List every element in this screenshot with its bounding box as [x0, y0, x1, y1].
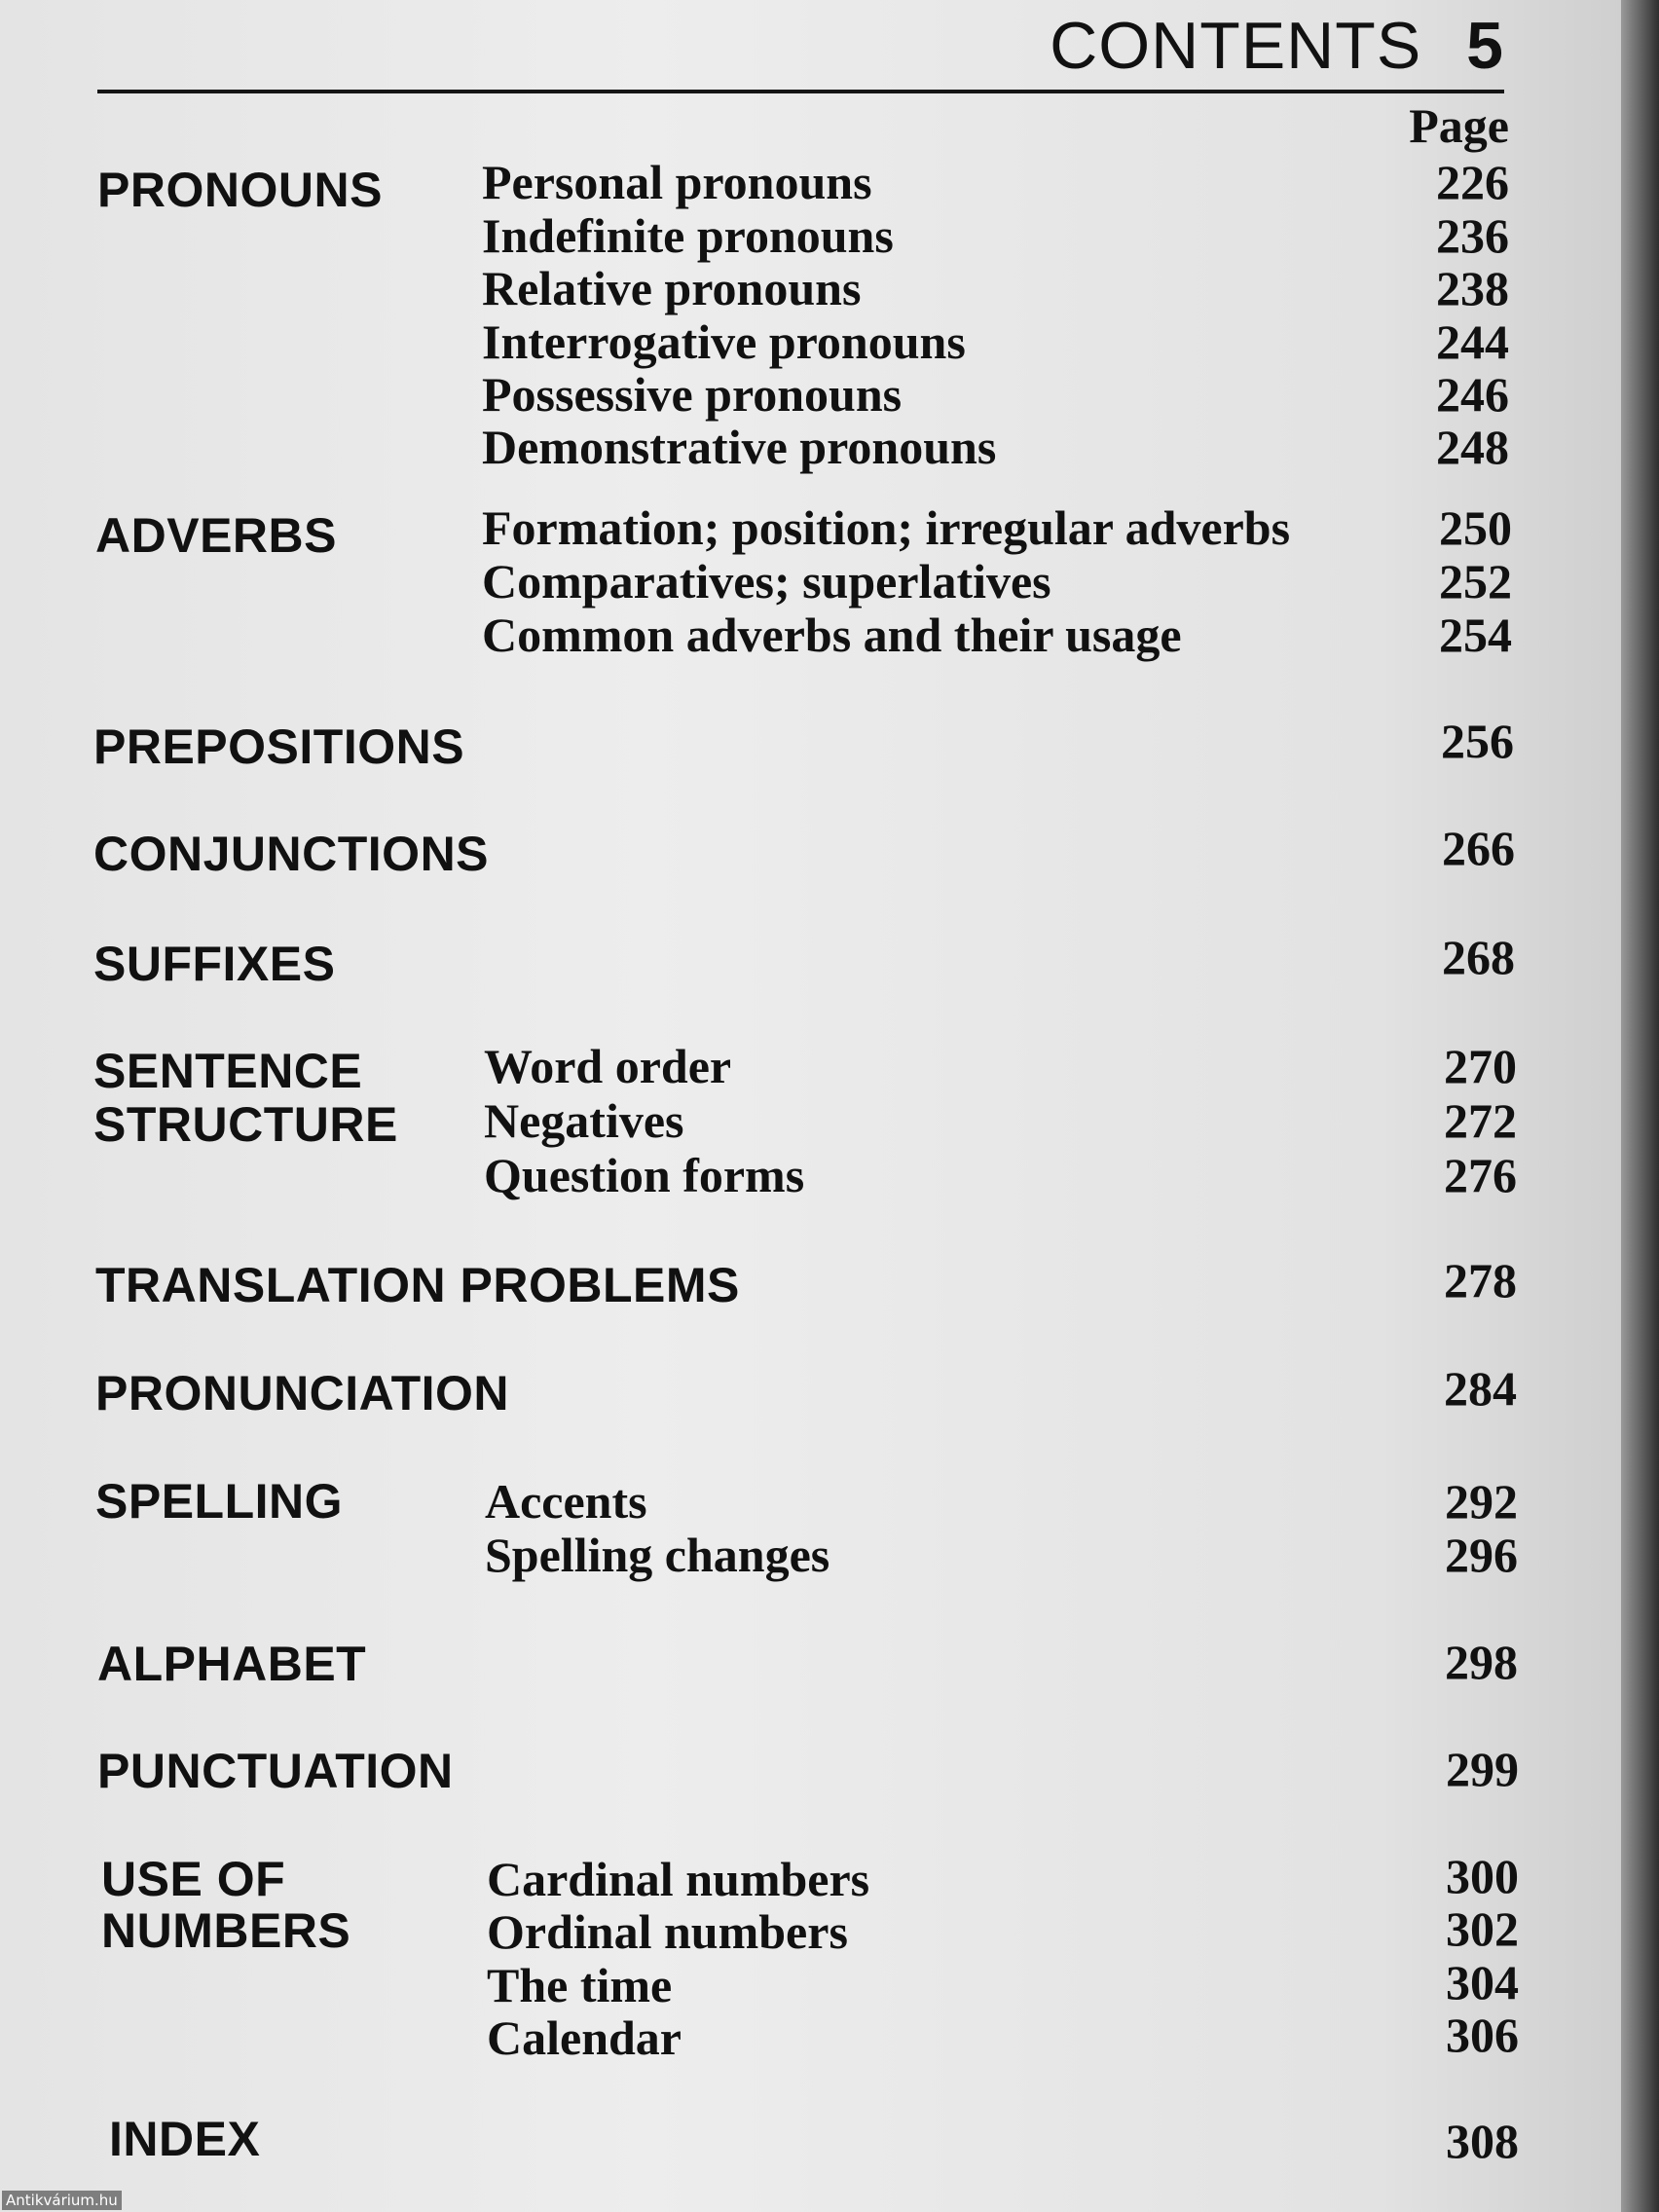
toc-entry: Spelling changes [485, 1528, 830, 1582]
toc-entry-page: 304 [1446, 1955, 1519, 2009]
page-header [0, 0, 1504, 88]
toc-entry: Comparatives; superlatives [482, 554, 1051, 608]
toc-entry-page: 244 [1436, 314, 1509, 369]
section-page: 284 [1444, 1361, 1517, 1416]
toc-entry: Negatives [484, 1093, 684, 1148]
page-column-label: Page [1409, 98, 1509, 153]
toc-entry: Calendar [487, 2010, 682, 2065]
toc-entry-page: 272 [1444, 1093, 1517, 1148]
toc-entry-page: 248 [1436, 420, 1509, 474]
section-title-punctuation: PUNCTUATION [97, 1744, 454, 1798]
toc-entry-page: 250 [1439, 500, 1512, 555]
section-page: 278 [1444, 1253, 1517, 1308]
toc-entry-page: 306 [1446, 2008, 1519, 2062]
section-title-sentence-structure-line2: STRUCTURE [93, 1097, 398, 1152]
toc-entry: Formation; position; irregular adverbs [482, 500, 1291, 555]
toc-entry: Relative pronouns [482, 261, 862, 315]
toc-entry-page: 226 [1436, 155, 1509, 209]
toc-entry: Accents [485, 1474, 647, 1529]
page-edge-shadow [1621, 0, 1659, 2212]
contents-heading [1050, 8, 1504, 84]
toc-entry-page: 270 [1444, 1039, 1517, 1093]
contents-title: CONTENTS [1050, 9, 1422, 83]
page-number: 5 [1466, 9, 1504, 83]
section-page: 256 [1441, 714, 1514, 768]
toc-entry: Word order [484, 1039, 732, 1093]
section-page: 266 [1442, 821, 1515, 875]
toc-entry: Demonstrative pronouns [482, 420, 997, 474]
watermark: Antikvárium.hu [2, 2191, 122, 2210]
section-title-translation-problems: TRANSLATION PROBLEMS [95, 1258, 740, 1312]
toc-entry-page: 238 [1436, 261, 1509, 315]
toc-entry: Personal pronouns [482, 155, 872, 209]
section-title-index: INDEX [109, 2112, 261, 2166]
section-page: 299 [1446, 1742, 1519, 1796]
toc-entry-page: 246 [1436, 367, 1509, 422]
toc-entry-page: 236 [1436, 208, 1509, 263]
section-title-pronouns: PRONOUNS [97, 163, 383, 217]
section-page: 298 [1445, 1635, 1518, 1689]
section-title-use-of-numbers-line1: USE OF [101, 1852, 286, 1906]
section-title-alphabet: ALPHABET [97, 1637, 367, 1691]
toc-entry: Indefinite pronouns [482, 208, 894, 263]
section-title-use-of-numbers-line2: NUMBERS [101, 1903, 351, 1958]
toc-entry-page: 252 [1439, 554, 1512, 608]
toc-entry: Cardinal numbers [487, 1852, 870, 1906]
section-page: 268 [1442, 930, 1515, 984]
section-title-spelling: SPELLING [95, 1474, 344, 1529]
header-rule [97, 90, 1504, 93]
toc-entry-page: 254 [1439, 608, 1512, 662]
toc-entry: Ordinal numbers [487, 1904, 848, 1959]
toc-entry-page: 296 [1445, 1528, 1518, 1582]
toc-entry-page: 300 [1446, 1849, 1519, 1903]
section-title-prepositions: PREPOSITIONS [93, 719, 465, 774]
section-title-adverbs: ADVERBS [95, 508, 337, 563]
toc-entry: The time [487, 1958, 673, 2012]
toc-entry-page: 302 [1446, 1901, 1519, 1956]
toc-entry-page: 276 [1444, 1148, 1517, 1202]
toc-entry-page: 292 [1445, 1474, 1518, 1529]
section-title-pronunciation: PRONUNCIATION [95, 1366, 510, 1420]
toc-entry: Question forms [484, 1148, 805, 1202]
section-page: 308 [1446, 2114, 1519, 2168]
toc-entry: Possessive pronouns [482, 367, 903, 422]
section-title-conjunctions: CONJUNCTIONS [93, 827, 490, 881]
section-title-suffixes: SUFFIXES [93, 937, 336, 991]
toc-entry: Common adverbs and their usage [482, 608, 1182, 662]
section-title-sentence-structure-line1: SENTENCE [93, 1044, 363, 1098]
toc-entry: Interrogative pronouns [482, 314, 966, 369]
